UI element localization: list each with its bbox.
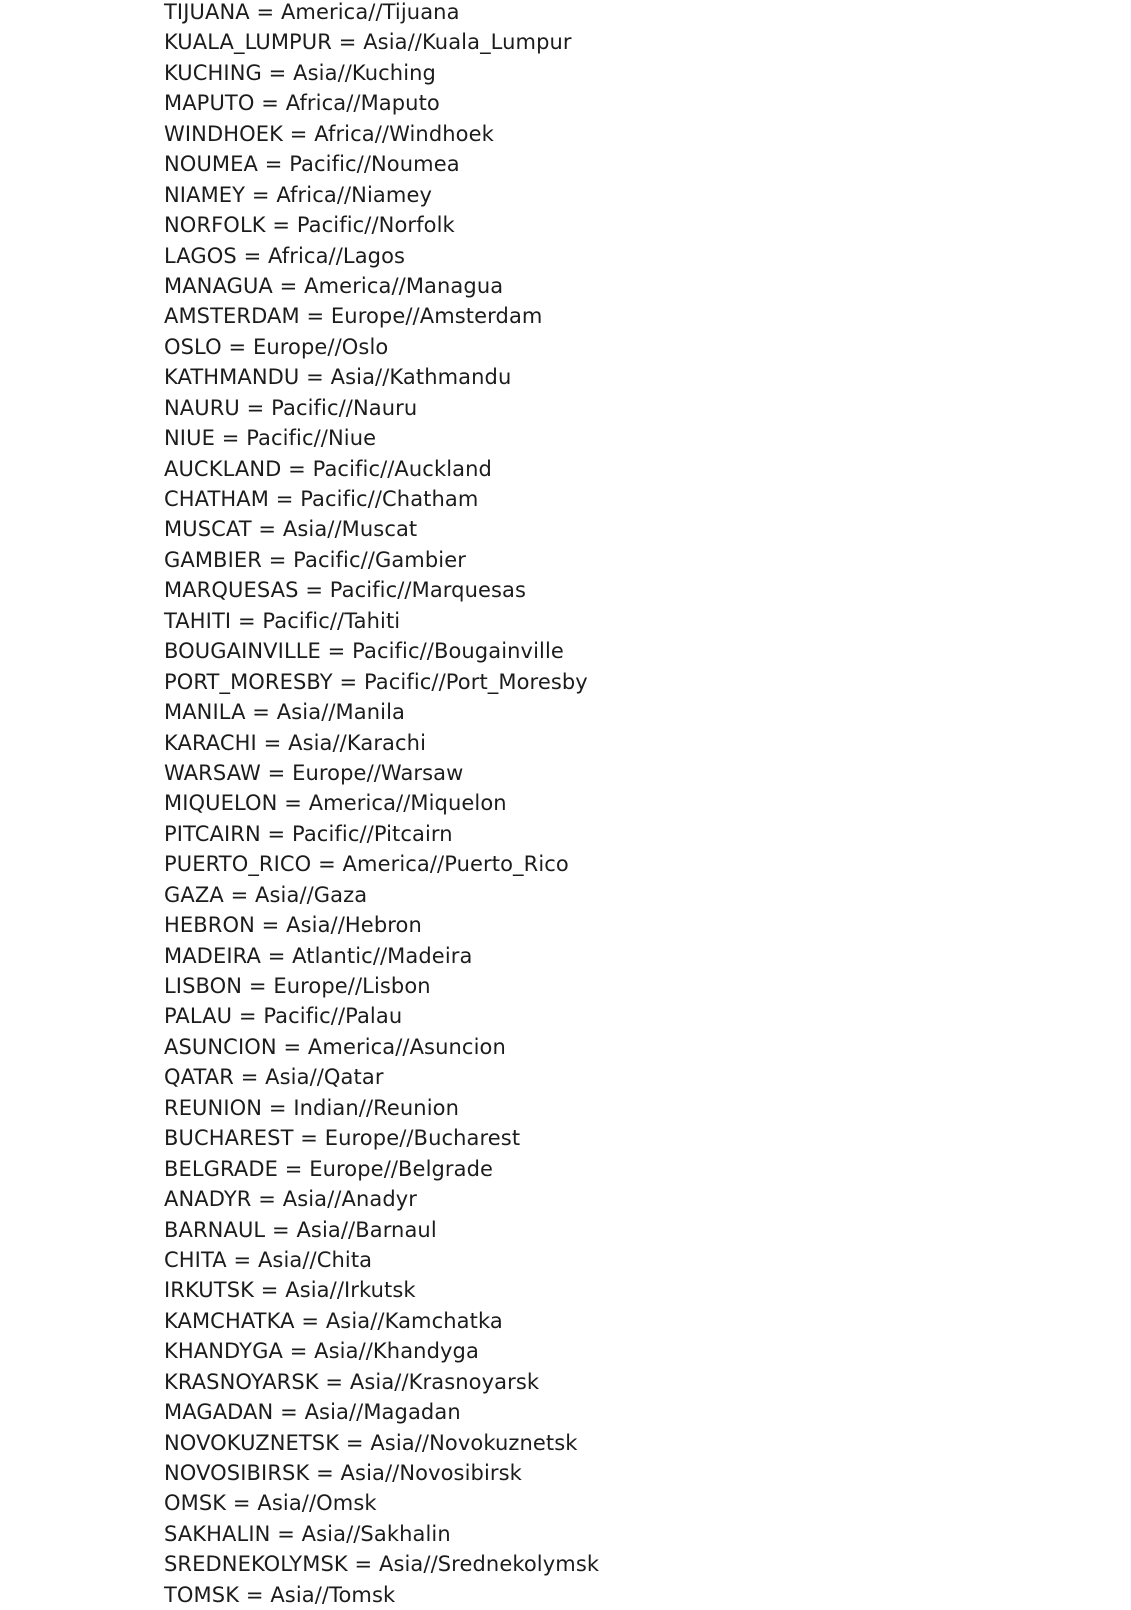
timezone-entry: PORT_MORESBY = Pacific//Port_Moresby <box>164 669 588 694</box>
timezone-entry: LISBON = Europe//Lisbon <box>164 974 431 998</box>
timezone-entry: TOMSK = Asia//Tomsk <box>164 1582 396 1607</box>
timezone-entry: IRKUTSK = Asia//Irkutsk <box>164 1278 416 1303</box>
timezone-entry: KUCHING = Asia//Kuching <box>164 60 436 85</box>
timezone-entry: AMSTERDAM = Europe//Amsterdam <box>164 304 543 329</box>
timezone-entry: NOVOKUZNETSK = Asia//Novokuznetsk <box>164 1430 578 1455</box>
timezone-entry: MAPUTO = Africa//Maputo <box>164 91 440 116</box>
timezone-entry: MADEIRA = Atlantic//Madeira <box>164 943 473 968</box>
timezone-entry: ANADYR = Asia//Anadyr <box>164 1187 418 1212</box>
timezone-entry: NOVOSIBIRSK = Asia//Novosibirsk <box>164 1461 522 1485</box>
timezone-entry: QATAR = Asia//Qatar <box>164 1065 384 1090</box>
timezone-entry: REUNION = Indian//Reunion <box>164 1095 459 1120</box>
timezone-entry: BOUGAINVILLE = Pacific//Bougainville <box>164 639 564 664</box>
timezone-entry: WARSAW = Europe//Warsaw <box>164 760 464 785</box>
timezone-entry: AUCKLAND = Pacific//Auckland <box>164 456 492 481</box>
timezone-entry: NAURU = Pacific//Nauru <box>164 395 418 420</box>
timezone-entry: NIUE = Pacific//Niue <box>164 426 377 451</box>
timezone-entry: NOUMEA = Pacific//Noumea <box>164 152 460 177</box>
timezone-entry: MUSCAT = Asia//Muscat <box>164 517 418 542</box>
timezone-entry: TAHITI = Pacific//Tahiti <box>164 608 401 633</box>
timezone-entry: MANILA = Asia//Manila <box>164 700 405 725</box>
timezone-entry: BELGRADE = Europe//Belgrade <box>164 1156 494 1181</box>
timezone-entry: LAGOS = Africa//Lagos <box>164 243 406 268</box>
timezone-entry: MARQUESAS = Pacific//Marquesas <box>164 578 527 603</box>
timezone-entry: OMSK = Asia//Omsk <box>164 1491 377 1516</box>
timezone-entry: CHATHAM = Pacific//Chatham <box>164 487 479 511</box>
timezone-entry: MANAGUA = America//Managua <box>164 273 504 298</box>
timezone-entry: KRASNOYARSK = Asia//Krasnoyarsk <box>164 1369 540 1394</box>
timezone-entry: KARACHI = Asia//Karachi <box>164 730 427 755</box>
timezone-entry: BUCHAREST = Europe//Bucharest <box>164 1126 521 1151</box>
timezone-entry: CHITA = Asia//Chita <box>164 1247 373 1272</box>
timezone-entry: MIQUELON = America//Miquelon <box>164 791 507 816</box>
timezone-entry: SAKHALIN = Asia//Sakhalin <box>164 1521 451 1546</box>
timezone-entry: PALAU = Pacific//Palau <box>164 1004 403 1029</box>
timezone-entry: SREDNEKOLYMSK = Asia//Srednekolymsk <box>164 1552 600 1577</box>
timezone-entry: BARNAUL = Asia//Barnaul <box>164 1217 437 1242</box>
timezone-entry: NORFOLK = Pacific//Norfolk <box>164 213 455 238</box>
timezone-entry: ASUNCION = America//Asuncion <box>164 1034 506 1059</box>
timezone-entry: PITCAIRN = Pacific//Pitcairn <box>164 821 453 846</box>
timezone-entry: GAZA = Asia//Gaza <box>164 882 368 907</box>
timezone-entry: KUALA_LUMPUR = Asia//Kuala_Lumpur <box>164 30 572 55</box>
timezone-entry: OSLO = Europe//Oslo <box>164 334 389 359</box>
timezone-entry: PUERTO_RICO = America//Puerto_Rico <box>164 852 569 877</box>
timezone-entry: GAMBIER = Pacific//Gambier <box>164 547 466 572</box>
timezone-entry: KATHMANDU = Asia//Kathmandu <box>164 365 512 390</box>
timezone-entry: TIJUANA = America//Tijuana <box>164 0 460 24</box>
timezone-entry: NIAMEY = Africa//Niamey <box>164 182 432 207</box>
timezone-entry: HEBRON = Asia//Hebron <box>164 913 422 938</box>
timezone-entry: WINDHOEK = Africa//Windhoek <box>164 121 494 146</box>
timezone-entry: KAMCHATKA = Asia//Kamchatka <box>164 1308 503 1333</box>
timezone-entry: KHANDYGA = Asia//Khandyga <box>164 1339 479 1364</box>
timezone-mapping-list <box>164 0 599 1610</box>
timezone-entry: MAGADAN = Asia//Magadan <box>164 1400 461 1425</box>
